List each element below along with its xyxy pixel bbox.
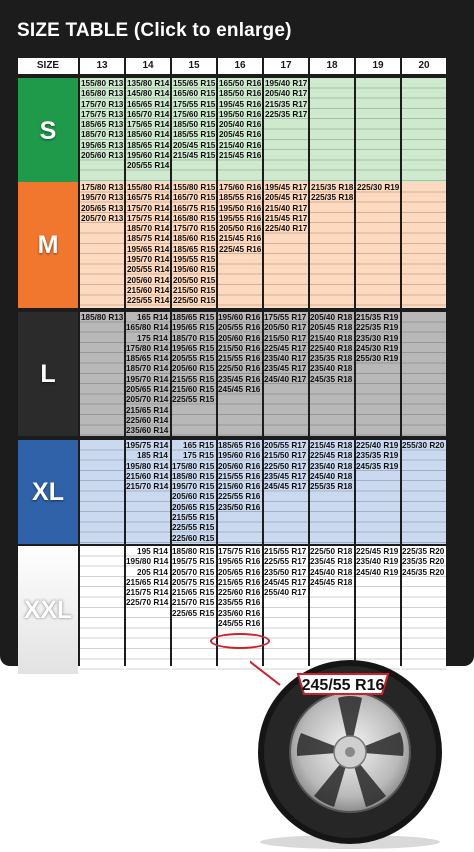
tire-size-entry: 205/65 R14 — [126, 385, 169, 395]
tire-size-entry: 185/70 R14 — [127, 224, 170, 234]
tire-size-entry: 225/50 R17 — [264, 461, 307, 471]
tire-size-entry: 235/40 R19 — [356, 557, 399, 567]
tire-size-entry: 215/50 R16 — [218, 343, 261, 353]
tire-size-entry: 205/55 R16 — [218, 323, 261, 333]
tire-size-entry: 225/45 R16 — [219, 244, 262, 254]
size-cell-s-18 — [310, 78, 354, 184]
tire-size-entry: 195/65 R13 — [81, 140, 124, 150]
tire-size-entry: 225/70 R14 — [126, 598, 169, 608]
tire-size-entry: 145/80 R14 — [127, 89, 170, 99]
tire-size-entry: 195/55 R16 — [219, 213, 262, 223]
tire-size-entry: 205/45 R16 — [219, 130, 262, 140]
tire-size-entry: 225/55 R16 — [218, 492, 261, 502]
tire-size-entry: 215/35 R19 — [356, 313, 399, 322]
size-cell-xxl-15 — [172, 546, 216, 674]
size-label-xl: XL — [18, 440, 78, 544]
size-cell-l-17 — [264, 312, 308, 436]
tire-size-entry: 235/60 R14 — [126, 426, 169, 436]
tire-size-entry: 205/75 R15 — [172, 577, 215, 587]
tire-size-entry: 245/35 R18 — [310, 374, 353, 384]
tire-size-entry: 215/50 R17 — [264, 333, 307, 343]
tire-size-entry: 195/60 R16 — [218, 313, 261, 322]
tire-size-entry: 205/65 R16 — [218, 567, 261, 577]
tire-size-entry: 175 R15 — [183, 451, 214, 461]
tire-size-entry: 165 R15 — [183, 441, 214, 450]
tire-size-entry: 205/60 R15 — [172, 492, 215, 502]
tire-size-entry: 215/60 R14 — [126, 471, 169, 481]
tire-size-entry: 185 R14 — [137, 451, 168, 461]
tire-size-entry: 225/40 R19 — [356, 441, 399, 450]
tire-size-entry: 235/35 R19 — [356, 451, 399, 461]
size-cell-xl-17 — [264, 440, 308, 544]
tire-size-entry: 245/40 R18 — [310, 471, 353, 481]
tire-size-entry: 235/40 R18 — [310, 461, 353, 471]
tire-size-entry: 205/60 R16 — [218, 461, 261, 471]
size-cell-l-15 — [172, 312, 216, 436]
tire-size-entry: 195/65 R16 — [218, 557, 261, 567]
tire-size-entry: 195/80 R14 — [126, 557, 169, 567]
tire-size-entry: 235/30 R19 — [356, 333, 399, 343]
size-cell-l-13 — [80, 312, 124, 436]
header-size: SIZE — [18, 58, 78, 74]
tire-size-entry: 205/55 R17 — [264, 441, 307, 450]
tire-size-entry: 215/40 R16 — [219, 140, 262, 150]
tire-size-entry: 195/60 R16 — [218, 451, 261, 461]
tire-size-entry: 195/50 R16 — [219, 109, 262, 119]
size-cell-s-17 — [264, 78, 308, 184]
tire-size-entry: 185/80 R15 — [172, 471, 215, 481]
tire-size-entry: 245/30 R19 — [356, 343, 399, 353]
header-rim-19: 19 — [356, 58, 400, 74]
tire-size-entry: 235/35 R18 — [310, 354, 353, 364]
size-cell-s-16 — [218, 78, 262, 184]
size-cell-xxl-13 — [80, 546, 124, 674]
tire-size-entry: 225/45 R19 — [356, 547, 399, 556]
tire-size-entry: 215/75 R14 — [126, 588, 169, 598]
tire-size-entry: 225/60 R16 — [218, 588, 261, 598]
tire-size-entry: 245/45 R17 — [264, 482, 307, 492]
tire-size-entry: 165/65 R14 — [127, 99, 170, 109]
tire-size-entry: 185/80 R15 — [172, 547, 215, 556]
header-rim-17: 17 — [264, 58, 308, 74]
tire-size-entry: 235/40 R18 — [310, 364, 353, 374]
tire-size-entry: 215/45 R15 — [173, 151, 216, 161]
tire-size-entry: 175/75 R13 — [81, 109, 124, 119]
tire-size-entry: 165/80 R15 — [173, 213, 216, 223]
tire-size-entry: 195/45 R17 — [265, 183, 308, 192]
tire-size-entry: 165/50 R16 — [219, 79, 262, 88]
tire-size-entry: 205/45 R17 — [265, 193, 308, 203]
tire-size-entry: 225/50 R15 — [173, 296, 216, 306]
tire-size-entry: 225/55 R17 — [264, 557, 307, 567]
tire-size-entry: 225/60 R14 — [126, 415, 169, 425]
size-label-s: S — [18, 78, 78, 184]
tire-size-entry: 135/80 R14 — [127, 79, 170, 88]
tire-size-entry: 215/65 R15 — [172, 588, 215, 598]
size-cell-m-15 — [172, 182, 216, 308]
tire-size-entry: 235/55 R16 — [218, 598, 261, 608]
tire-size-entry: 255/30 R20 — [402, 441, 445, 450]
size-cell-l-16 — [218, 312, 262, 436]
tire-size-entry: 215/45 R16 — [219, 234, 262, 244]
tire-size-entry: 245/40 R17 — [264, 374, 307, 384]
tire-size-entry: 215/55 R17 — [264, 547, 307, 556]
tire-size-entry: 225/50 R16 — [218, 364, 261, 374]
tire-size-entry: 205/50 R16 — [219, 224, 262, 234]
tire-size-entry: 195/75 R14 — [126, 441, 169, 450]
size-cell-l-18 — [310, 312, 354, 436]
size-table-title[interactable]: SIZE TABLE (Click to enlarge) — [17, 20, 292, 41]
tire-size-entry: 215/55 R16 — [218, 471, 261, 481]
tire-size-entry: 185/70 R13 — [81, 130, 124, 140]
tire-size-entry: 185/60 R14 — [127, 130, 170, 140]
tire-size-entry: 185/70 R14 — [126, 364, 169, 374]
tire-size-entry: 235/45 R16 — [218, 374, 261, 384]
size-cell-l-20 — [402, 312, 446, 436]
tire-size-entry: 235/45 R17 — [264, 364, 307, 374]
size-label-l: L — [18, 312, 78, 436]
tire-size-entry: 175/80 R15 — [172, 461, 215, 471]
tire-size-entry: 185/70 R15 — [172, 333, 215, 343]
tire-size-entry: 185/50 R15 — [173, 120, 216, 130]
tire-size-entry: 205/60 R16 — [218, 333, 261, 343]
tire-size-entry: 175/65 R14 — [127, 120, 170, 130]
tire-size-entry: 165/75 R14 — [127, 193, 170, 203]
tire-size-entry: 215/35 R17 — [265, 99, 308, 109]
tire-size-entry: 195/70 R13 — [81, 193, 124, 203]
tire-size-entry: 225/35 R19 — [356, 323, 399, 333]
tire-size-entry: 255/30 R19 — [356, 354, 399, 364]
tire-size-entry: 195/70 R15 — [172, 482, 215, 492]
tire-size-entry: 245/35 R20 — [402, 567, 445, 577]
tire-size-entry: 215/55 R16 — [218, 354, 261, 364]
tire-size-entry: 175/70 R14 — [127, 203, 170, 213]
tire-size-entry: 245/40 R18 — [310, 567, 353, 577]
tire-size-entry: 225/45 R17 — [264, 343, 307, 353]
header-rim-20: 20 — [402, 58, 446, 74]
tire-size-entry: 205/60 R15 — [172, 364, 215, 374]
tire-size-entry: 205/55 R14 — [127, 265, 170, 275]
tire-size-entry: 175/80 R14 — [126, 343, 169, 353]
tire-size-entry: 185/65 R15 — [173, 244, 216, 254]
tire-size-entry: 215/60 R14 — [127, 285, 170, 295]
tire-size-entry: 205/40 R17 — [265, 89, 308, 99]
tire-size-entry: 205/50 R17 — [264, 323, 307, 333]
tire-size-entry: 175/55 R15 — [173, 99, 216, 109]
tire-size-entry: 225/55 R14 — [127, 296, 170, 306]
size-cell-xl-20 — [402, 440, 446, 544]
size-label-m: M — [18, 182, 78, 308]
tire-size-entry: 205/60 R14 — [127, 275, 170, 285]
header-rim-15: 15 — [172, 58, 216, 74]
callout-line — [250, 650, 280, 685]
tire-size-entry: 215/45 R16 — [219, 151, 262, 161]
tire-size-entry: 165/70 R14 — [127, 109, 170, 119]
header-rim-18: 18 — [310, 58, 354, 74]
tire-size-entry: 195/70 R14 — [127, 255, 170, 265]
tire-size-entry: 185/75 R14 — [127, 234, 170, 244]
tire-size-entry: 235/50 R17 — [264, 567, 307, 577]
tire-size-entry: 235/45 R17 — [264, 471, 307, 481]
tire-size-entry: 165/80 R14 — [126, 323, 169, 333]
tire-size-entry: 245/40 R19 — [356, 567, 399, 577]
tire-size-entry: 175/55 R17 — [264, 313, 307, 322]
size-label-xxl: XXL — [18, 546, 78, 674]
tire-size-entry: 225/60 R15 — [172, 533, 215, 543]
size-cell-m-14 — [126, 182, 170, 308]
size-cell-xl-18 — [310, 440, 354, 544]
size-cell-s-15 — [172, 78, 216, 184]
tire-size-entry: 195/65 R15 — [172, 343, 215, 353]
tire-size-entry: 215/35 R18 — [311, 183, 354, 192]
size-cell-s-14 — [126, 78, 170, 184]
tire-size-entry: 255/40 R17 — [264, 588, 307, 598]
tire-size-entry: 155/65 R15 — [173, 79, 216, 88]
tire-size-entry: 225/35 R18 — [311, 193, 354, 203]
header-rim-13: 13 — [80, 58, 124, 74]
tire-size-entry: 205/70 R14 — [126, 395, 169, 405]
tire-size-entry: 215/65 R14 — [126, 577, 169, 587]
tire-size-entry: 235/35 R20 — [402, 557, 445, 567]
tire-size-entry: 255/35 R18 — [310, 482, 353, 492]
tire-size-entry: 205/50 R15 — [173, 275, 216, 285]
tire-size-entry: 195/45 R16 — [219, 99, 262, 109]
tire-size-entry: 205/55 R15 — [172, 354, 215, 364]
tire-size-entry: 195/70 R14 — [126, 374, 169, 384]
tire-size-entry: 185/50 R16 — [219, 89, 262, 99]
tire-size-entry: 225/30 R19 — [357, 183, 400, 192]
tire-size-entry: 215/45 R18 — [310, 441, 353, 450]
tire-size-entry: 215/65 R14 — [126, 405, 169, 415]
tire-size-entry: 205 R14 — [137, 567, 168, 577]
tire-size-entry: 225/55 R15 — [172, 523, 215, 533]
size-cell-xl-19 — [356, 440, 400, 544]
tire-size-entry: 235/60 R16 — [218, 608, 261, 618]
tire-size-entry: 215/40 R18 — [310, 333, 353, 343]
tire-size-entry: 195/60 R14 — [127, 151, 170, 161]
tire-size-entry: 225/65 R15 — [172, 608, 215, 618]
tire-size-entry: 195/75 R15 — [172, 557, 215, 567]
tire-size-entry: 155/80 R14 — [127, 183, 170, 192]
tire-size-entry: 235/45 R18 — [310, 557, 353, 567]
tire-size-entry: 245/45 R18 — [310, 577, 353, 587]
tire-size-entry: 195/60 R15 — [173, 265, 216, 275]
size-cell-xxl-14 — [126, 546, 170, 674]
tire-size-entry: 175/80 R13 — [81, 183, 124, 192]
tire-size-entry: 205/40 R18 — [310, 313, 353, 322]
tire-size-entry: 205/40 R16 — [219, 120, 262, 130]
tire-size-entry: 245/35 R19 — [356, 461, 399, 471]
tire-size-entry: 245/45 R16 — [218, 385, 261, 395]
tire-size-entry: 185/60 R15 — [173, 234, 216, 244]
tire-size-entry: 165 R14 — [137, 313, 168, 322]
tire-size-entry: 215/60 R16 — [218, 482, 261, 492]
tire-size-entry: 225/40 R17 — [265, 224, 308, 234]
size-cell-xl-13 — [80, 440, 124, 544]
tire-size-entry: 175/75 R16 — [218, 547, 261, 556]
tire-size-entry: 165/80 R13 — [81, 89, 124, 99]
tire-size-entry: 235/50 R16 — [218, 502, 261, 512]
tire-size-entry: 195/50 R16 — [219, 203, 262, 213]
tire-size-entry: 185/80 R13 — [81, 313, 124, 322]
tire-size-entry: 205/45 R18 — [310, 323, 353, 333]
tire-size-entry: 215/60 R15 — [172, 385, 215, 395]
tire-size-entry: 225/55 R15 — [172, 395, 215, 405]
tire-size-entry: 195/80 R14 — [126, 461, 169, 471]
tire-size-entry: 195/65 R14 — [127, 244, 170, 254]
size-cell-s-20 — [402, 78, 446, 184]
size-cell-m-20 — [402, 182, 446, 308]
tire-size-entry: 215/70 R14 — [126, 482, 169, 492]
tire-size-entry: 165/75 R15 — [173, 203, 216, 213]
tire-size-entry: 245/55 R16 — [218, 619, 261, 629]
size-cell-m-13 — [80, 182, 124, 308]
tire-size-label: 245/55 R16 — [301, 677, 385, 694]
tire-size-entry: 195/55 R15 — [173, 255, 216, 265]
tire-size-entry: 175/70 R13 — [81, 99, 124, 109]
tire-size-entry: 195/65 R15 — [172, 323, 215, 333]
tire-size-entry: 225/35 R20 — [402, 547, 445, 556]
tire-size-entry: 215/55 R15 — [172, 513, 215, 523]
tire-size-entry: 175/60 R15 — [173, 109, 216, 119]
tire-size-entry: 185/65 R14 — [127, 140, 170, 150]
tire-size-entry: 185/65 R13 — [81, 120, 124, 130]
tire-size-entry: 185/55 R15 — [173, 130, 216, 140]
tire-size-entry: 185/55 R16 — [219, 193, 262, 203]
tire-size-entry: 185/65 R15 — [172, 313, 215, 322]
tire-size-entry: 165/60 R15 — [173, 89, 216, 99]
tire-size-entry: 245/45 R17 — [264, 577, 307, 587]
highlight-ellipse — [210, 633, 270, 649]
tire-size-entry: 225/40 R18 — [310, 343, 353, 353]
tire-size-entry: 215/50 R15 — [173, 285, 216, 295]
tire-size-entry: 205/65 R13 — [81, 203, 124, 213]
tire-size-entry: 195 R14 — [137, 547, 168, 556]
size-cell-m-16 — [218, 182, 262, 308]
tire-size-entry: 175/75 R14 — [127, 213, 170, 223]
size-cell-s-19 — [356, 78, 400, 184]
tire-size-entry: 225/45 R18 — [310, 451, 353, 461]
tire-size-entry: 155/80 R13 — [81, 79, 124, 88]
tire-size-entry: 215/55 R15 — [172, 374, 215, 384]
header-rim-14: 14 — [126, 58, 170, 74]
tire-size-entry: 205/55 R14 — [127, 161, 170, 171]
tire-size-entry: 155/80 R15 — [173, 183, 216, 192]
tire-size-entry: 215/70 R15 — [172, 598, 215, 608]
tire-size-entry: 205/70 R13 — [81, 213, 124, 223]
size-cell-xl-16 — [218, 440, 262, 544]
size-cell-l-19 — [356, 312, 400, 436]
header-rim-16: 16 — [218, 58, 262, 74]
tire-size-entry: 195/40 R17 — [265, 79, 308, 88]
size-cell-s-13 — [80, 78, 124, 184]
tire-size-entry: 185/65 R16 — [218, 441, 261, 450]
tire-size-entry: 205/60 R13 — [81, 151, 124, 161]
size-cell-m-17 — [264, 182, 308, 308]
tire-size-entry: 215/65 R16 — [218, 577, 261, 587]
tire-size-entry: 165/70 R15 — [173, 193, 216, 203]
tire-size-entry: 175 R14 — [137, 333, 168, 343]
tire-size-entry: 175/70 R15 — [173, 224, 216, 234]
tire-size-entry: 185/65 R14 — [126, 354, 169, 364]
size-cell-m-19 — [356, 182, 400, 308]
tire-size-entry: 205/45 R15 — [173, 140, 216, 150]
tire-size-entry: 215/50 R17 — [264, 451, 307, 461]
tire-size-entry: 225/35 R17 — [265, 109, 308, 119]
tire-size-entry: 215/45 R17 — [265, 213, 308, 223]
tire-size-entry: 205/65 R15 — [172, 502, 215, 512]
tire-size-entry: 235/40 R17 — [264, 354, 307, 364]
size-cell-l-14 — [126, 312, 170, 436]
tire-size-entry: 175/60 R16 — [219, 183, 262, 192]
size-cell-xl-15 — [172, 440, 216, 544]
tire-size-entry: 225/50 R18 — [310, 547, 353, 556]
size-cell-xl-14 — [126, 440, 170, 544]
size-cell-m-18 — [310, 182, 354, 308]
tire-size-entry: 215/40 R17 — [265, 203, 308, 213]
tire-size-entry: 205/70 R15 — [172, 567, 215, 577]
tire-illustration — [250, 650, 450, 850]
